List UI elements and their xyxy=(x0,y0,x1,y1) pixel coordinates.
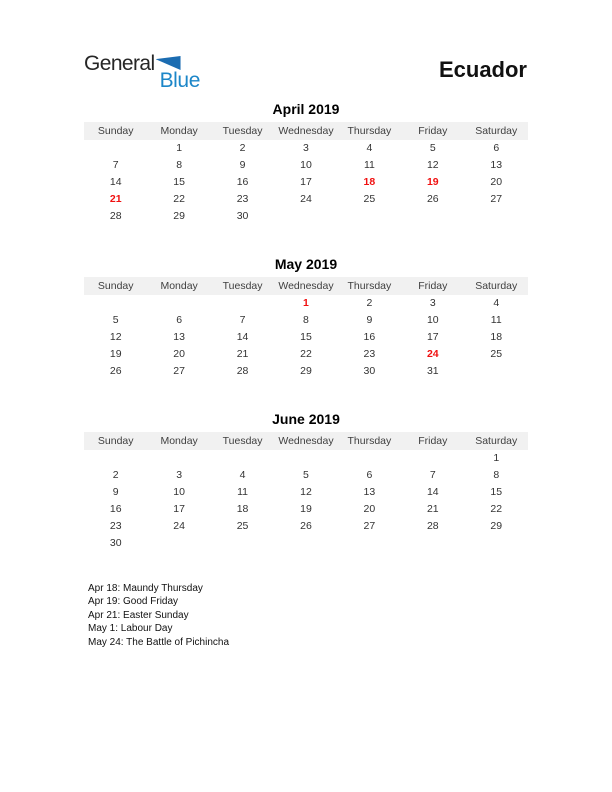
date-cell: 19 xyxy=(426,176,439,188)
weekday-header-cell: Saturday xyxy=(475,435,518,447)
date-cell: 8 xyxy=(493,469,500,481)
date-cell: 18 xyxy=(363,176,376,188)
date-cell xyxy=(84,450,147,467)
month-april-2019 xyxy=(84,100,528,225)
date-cell: 25 xyxy=(363,193,376,205)
weekday-header-cell: Thursday xyxy=(347,125,392,137)
date-cell: 31 xyxy=(426,365,439,377)
date-cell: 24 xyxy=(173,520,185,532)
date-cell: 20 xyxy=(173,348,185,360)
date-cell: 28 xyxy=(236,365,249,377)
holiday-note: Apr 19: Good Friday xyxy=(88,596,179,608)
date-cell: 11 xyxy=(237,486,248,498)
date-cell: 10 xyxy=(426,314,439,326)
date-cell xyxy=(84,140,147,157)
date-cell: 28 xyxy=(426,520,439,532)
date-cell xyxy=(401,535,464,552)
date-cell: 25 xyxy=(236,520,249,532)
date-cell: 8 xyxy=(176,159,183,171)
holiday-note: Apr 18: Maundy Thursday xyxy=(88,583,203,594)
date-cell: 6 xyxy=(493,142,500,154)
date-cell: 11 xyxy=(363,159,375,171)
date-cell: 4 xyxy=(366,142,373,154)
date-cell: 23 xyxy=(109,520,122,532)
date-cell: 17 xyxy=(173,503,185,515)
week-row xyxy=(84,157,528,174)
date-cell xyxy=(211,295,274,312)
week-row xyxy=(84,346,528,363)
date-cell: 30 xyxy=(236,210,249,222)
date-cell: 24 xyxy=(426,348,439,360)
date-cell: 29 xyxy=(173,210,185,222)
weekday-header-cell: Tuesday xyxy=(222,125,263,137)
week-row xyxy=(84,295,528,312)
date-cell: 23 xyxy=(236,193,249,205)
date-cell: 3 xyxy=(303,142,309,154)
date-cell: 18 xyxy=(490,331,503,343)
date-cell: 9 xyxy=(239,159,246,171)
weekday-header-cell: Wednesday xyxy=(278,280,334,292)
date-cell: 24 xyxy=(300,193,312,205)
date-cell xyxy=(465,535,528,552)
general-blue-logo xyxy=(84,53,200,91)
week-row xyxy=(84,518,528,535)
date-cell: 28 xyxy=(109,210,122,222)
date-cell: 27 xyxy=(490,193,503,205)
date-cell: 6 xyxy=(366,469,373,481)
date-cell xyxy=(401,450,464,467)
date-cell: 27 xyxy=(173,365,185,377)
date-cell: 11 xyxy=(490,314,502,326)
date-cell: 19 xyxy=(109,348,122,360)
week-row xyxy=(84,484,528,501)
date-cell xyxy=(274,450,337,467)
date-cell xyxy=(211,450,274,467)
date-cell: 15 xyxy=(300,331,312,343)
date-cell: 15 xyxy=(490,486,503,498)
weekday-header-cell: Friday xyxy=(418,435,448,447)
week-row xyxy=(84,467,528,484)
date-cell: 4 xyxy=(239,469,246,481)
weekday-header-cell: Tuesday xyxy=(222,280,263,292)
weekday-header-cell: Monday xyxy=(160,435,198,447)
date-cell: 26 xyxy=(426,193,439,205)
date-cell xyxy=(274,535,337,552)
week-row xyxy=(84,140,528,157)
weekday-header-cell: Monday xyxy=(160,280,198,292)
week-row xyxy=(84,191,528,208)
date-cell: 13 xyxy=(490,159,503,171)
date-cell: 1 xyxy=(303,297,309,309)
date-cell: 1 xyxy=(176,142,183,154)
week-row xyxy=(84,501,528,518)
date-cell: 9 xyxy=(112,486,119,498)
month-title: May 2019 xyxy=(274,256,338,272)
weekday-header-cell: Tuesday xyxy=(222,435,263,447)
date-cell: 16 xyxy=(363,331,376,343)
date-cell xyxy=(338,535,401,552)
month-may-2019 xyxy=(84,255,528,380)
date-cell: 29 xyxy=(490,520,503,532)
weekday-header-row xyxy=(84,432,528,450)
date-cell: 16 xyxy=(109,503,122,515)
date-cell: 10 xyxy=(173,486,185,498)
date-cell: 7 xyxy=(112,159,119,171)
date-cell: 12 xyxy=(426,159,439,171)
date-cell: 26 xyxy=(109,365,122,377)
holiday-note: May 24: The Battle of Pichincha xyxy=(88,636,230,648)
date-cell xyxy=(274,208,337,225)
date-cell: 10 xyxy=(300,159,312,171)
date-cell xyxy=(147,295,210,312)
date-cell: 13 xyxy=(363,486,376,498)
date-cell: 26 xyxy=(300,520,312,532)
date-cell: 8 xyxy=(303,314,309,326)
date-cell: 16 xyxy=(236,176,249,188)
month-june-2019 xyxy=(84,410,528,552)
weekday-header-cell: Sunday xyxy=(97,435,134,447)
date-cell: 17 xyxy=(300,176,312,188)
date-cell: 23 xyxy=(363,348,376,360)
weekday-header-cell: Saturday xyxy=(475,125,518,137)
date-cell xyxy=(147,535,210,552)
date-cell: 22 xyxy=(173,193,185,205)
date-cell: 7 xyxy=(429,469,436,481)
date-cell: 30 xyxy=(363,365,376,377)
date-cell: 22 xyxy=(300,348,312,360)
date-cell: 30 xyxy=(109,537,122,549)
weekday-header-cell: Saturday xyxy=(475,280,518,292)
holiday-note: Apr 21: Easter Sunday xyxy=(88,609,189,621)
week-row xyxy=(84,535,528,552)
date-cell: 15 xyxy=(173,176,185,188)
date-cell: 5 xyxy=(112,314,119,326)
weekday-header-cell: Friday xyxy=(418,280,448,292)
weekday-header-cell: Sunday xyxy=(97,280,134,292)
date-cell xyxy=(211,535,274,552)
date-cell: 19 xyxy=(300,503,312,515)
week-row xyxy=(84,450,528,467)
week-row xyxy=(84,312,528,329)
page-title: Ecuador xyxy=(438,57,527,82)
weekday-header-cell: Thursday xyxy=(347,280,392,292)
weekday-header-cell: Wednesday xyxy=(278,435,334,447)
date-cell: 18 xyxy=(236,503,249,515)
date-cell: 6 xyxy=(176,314,183,326)
date-cell: 21 xyxy=(426,503,439,515)
logo-text-blue: Blue xyxy=(159,69,200,92)
date-cell: 1 xyxy=(493,452,500,464)
date-cell xyxy=(338,208,401,225)
date-cell: 2 xyxy=(366,297,373,309)
week-row xyxy=(84,329,528,346)
date-cell: 14 xyxy=(426,486,439,498)
date-cell: 22 xyxy=(490,503,503,515)
weekday-header-cell: Thursday xyxy=(347,435,392,447)
date-cell: 12 xyxy=(300,486,312,498)
week-row xyxy=(84,174,528,191)
month-title: June 2019 xyxy=(272,411,340,427)
date-cell: 21 xyxy=(109,193,122,205)
date-cell xyxy=(465,363,528,380)
date-cell xyxy=(401,208,464,225)
weekday-header-cell: Wednesday xyxy=(278,125,334,137)
date-cell: 12 xyxy=(109,331,122,343)
date-cell: 27 xyxy=(363,520,376,532)
date-cell: 20 xyxy=(490,176,503,188)
date-cell xyxy=(147,450,210,467)
date-cell: 7 xyxy=(239,314,246,326)
week-row xyxy=(84,208,528,225)
date-cell: 29 xyxy=(300,365,312,377)
date-cell: 20 xyxy=(363,503,376,515)
date-cell: 5 xyxy=(303,469,309,481)
date-cell: 21 xyxy=(236,348,249,360)
logo-triangle-icon xyxy=(156,56,181,70)
logo-text-general: General xyxy=(84,52,155,75)
date-cell: 14 xyxy=(109,176,122,188)
holiday-notes xyxy=(84,582,528,649)
calendars-container xyxy=(84,100,528,649)
date-cell xyxy=(465,208,528,225)
date-cell: 14 xyxy=(236,331,249,343)
date-cell: 3 xyxy=(429,297,436,309)
date-cell: 25 xyxy=(490,348,503,360)
weekday-header-cell: Monday xyxy=(160,125,198,137)
weekday-header-row xyxy=(84,277,528,295)
date-cell: 5 xyxy=(429,142,436,154)
date-cell: 13 xyxy=(173,331,185,343)
date-cell: 2 xyxy=(112,469,119,481)
weekday-header-cell: Friday xyxy=(418,125,448,137)
date-cell: 17 xyxy=(426,331,439,343)
weekday-header-row xyxy=(84,122,528,140)
month-title: April 2019 xyxy=(272,101,340,117)
weekday-header-cell: Sunday xyxy=(97,125,134,137)
date-cell: 2 xyxy=(239,142,246,154)
date-cell xyxy=(84,295,147,312)
week-row xyxy=(84,363,528,380)
holiday-note: May 1: Labour Day xyxy=(88,623,173,635)
date-cell xyxy=(338,450,401,467)
date-cell: 9 xyxy=(366,314,373,326)
date-cell: 4 xyxy=(493,297,500,309)
date-cell: 3 xyxy=(176,469,183,481)
